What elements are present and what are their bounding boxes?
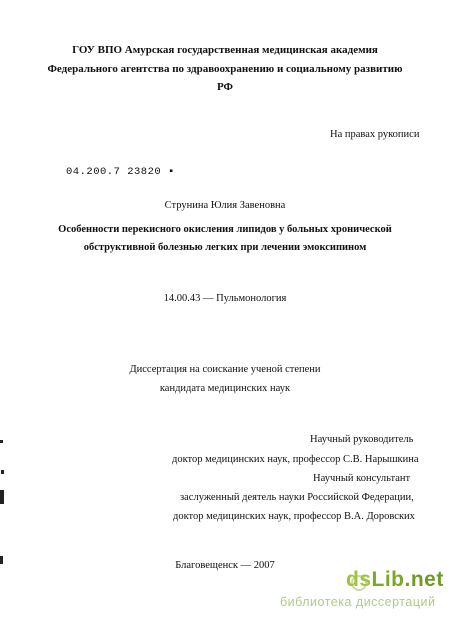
consultant-title: заслуженный деятель науки Российской Федерации, <box>180 492 414 503</box>
stamp-number: 04.200.7 23820 <box>66 166 162 178</box>
scan-speck <box>0 490 4 504</box>
consultant-heading: Научный консультант <box>313 473 411 484</box>
logo-ds: ds <box>346 568 372 591</box>
title-line-1: Особенности перекисного окисления липидов у больных хронической <box>58 224 392 235</box>
place-year: Благовещенск — 2007 <box>175 560 275 571</box>
dslib-watermark <box>268 568 448 616</box>
specialty: 14.00.43 — Пульмонология <box>163 293 287 304</box>
title-line-2: обструктивной болезнью легких при лечении эмоксипином <box>83 242 367 253</box>
author-name: Струнина Юлия Завеновна <box>164 200 286 211</box>
supervisor-heading: Научный руководитель <box>310 434 414 445</box>
scan-speck <box>1 470 4 474</box>
consultant-name: доктор медицинских наук, профессор В.А. Доровских <box>173 511 415 522</box>
logo-lib: Lib <box>371 568 405 591</box>
degree-line-1: Диссертация на соискание ученой степени <box>129 364 321 375</box>
header-institution: ГОУ ВПО Амурская государственная медицинская академия <box>72 44 378 56</box>
header-country: РФ <box>217 81 233 93</box>
supervisor-name: доктор медицинских наук, профессор С.В. Нарышкина <box>172 454 419 465</box>
logo-net: .net <box>404 568 444 591</box>
scan-speck <box>0 556 3 564</box>
stamp-mark: ▪ <box>161 166 175 178</box>
degree-line-2: кандидата медицинских наук <box>159 383 291 394</box>
manuscript-note: На правах рукописи <box>330 129 420 140</box>
header-agency: Федерального агентства по здравоохранению и социальному развитию <box>47 63 403 75</box>
scan-speck <box>0 440 3 443</box>
registration-stamp <box>66 166 175 178</box>
dslib-subtitle: библиотека диссертаций <box>280 595 436 609</box>
dslib-logo <box>346 568 444 592</box>
